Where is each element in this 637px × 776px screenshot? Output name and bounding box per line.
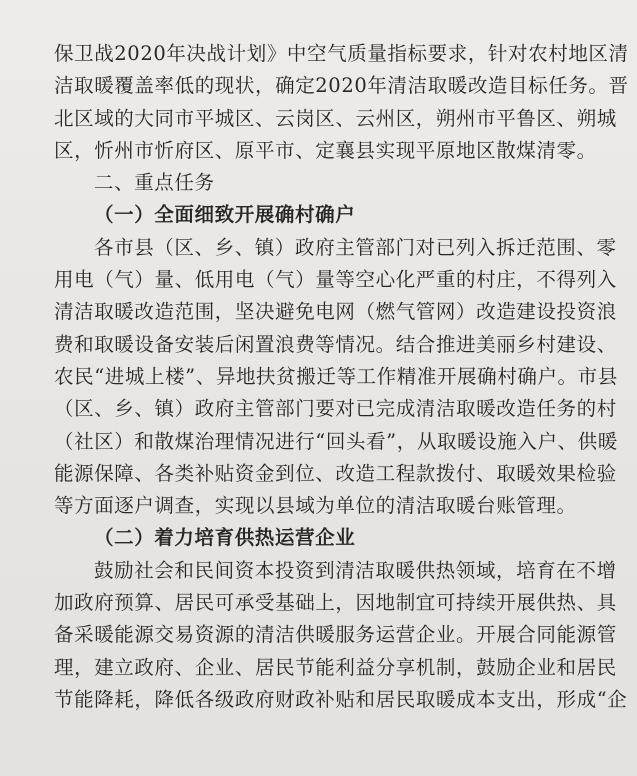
paragraph-line: 用电（气）量、低用电（气）量等空心化严重的村庄，不得列入 [54,268,617,292]
paragraph-line: 费和取暖设备安装后闲置浪费等情况。结合推进美丽乡村建设、 [54,332,617,356]
paragraph-line: 清洁取暖改造范围，坚决避免电网（燃气管网）改造建设投资浪 [54,300,617,324]
paragraph-line: 北区域的大同市平城区、云岗区、云州区，朔州市平鲁区、朔城 [54,106,617,130]
paragraph-line: 洁取暖覆盖率低的现状，确定2020年清洁取暖改造目标任务。晋 [54,74,629,98]
subsection-heading: （二）着力培育供热运营企业 [94,526,356,550]
paragraph-line: 保卫战2020年决战计划》中空气质量指标要求，针对农村地区清 [54,42,629,65]
paragraph-line: 理，建立政府、企业、居民节能利益分享机制，鼓励企业和居民 [54,655,617,679]
document-body [54,38,629,716]
section-heading: 二、重点任务 [94,171,215,195]
paragraph-line: 等方面逐户调查，实现以县域为单位的清洁取暖台账管理。 [54,494,577,518]
paragraph-line: （社区）和散煤治理情况进行“回头看”，从取暖设施入户、供暖 [54,429,618,453]
paragraph-line: 各市县（区、乡、镇）政府主管部门对已列入拆迁范围、零 [94,235,617,259]
paragraph-line: 能源保障、各类补贴资金到位、改造工程款拨付、取暖效果检验 [54,461,617,485]
paragraph-line: （区、乡、镇）政府主管部门要对已完成清洁取暖改造任务的村 [54,397,617,421]
paragraph-line: 农民“进城上楼”、异地扶贫搬迁等工作精准开展确村确户。市县 [54,364,618,388]
paragraph-line: 备采暖能源交易资源的清洁供暖服务运营企业。开展合同能源管 [54,623,617,647]
paragraph-line: 区，忻州市忻府区、原平市、定襄县实现平原地区散煤清零。 [54,138,597,162]
paragraph-line: 加政府预算、居民可承受基础上，因地制宜可持续开展供热、具 [54,591,617,615]
paragraph-line: 鼓励社会和民间资本投资到清洁取暖供热领域，培育在不增 [94,558,617,582]
paragraph-line: 节能降耗，降低各级政府财政补贴和居民取暖成本支出，形成“企 [54,687,628,711]
subsection-heading: （一）全面细致开展确村确户 [94,203,356,227]
